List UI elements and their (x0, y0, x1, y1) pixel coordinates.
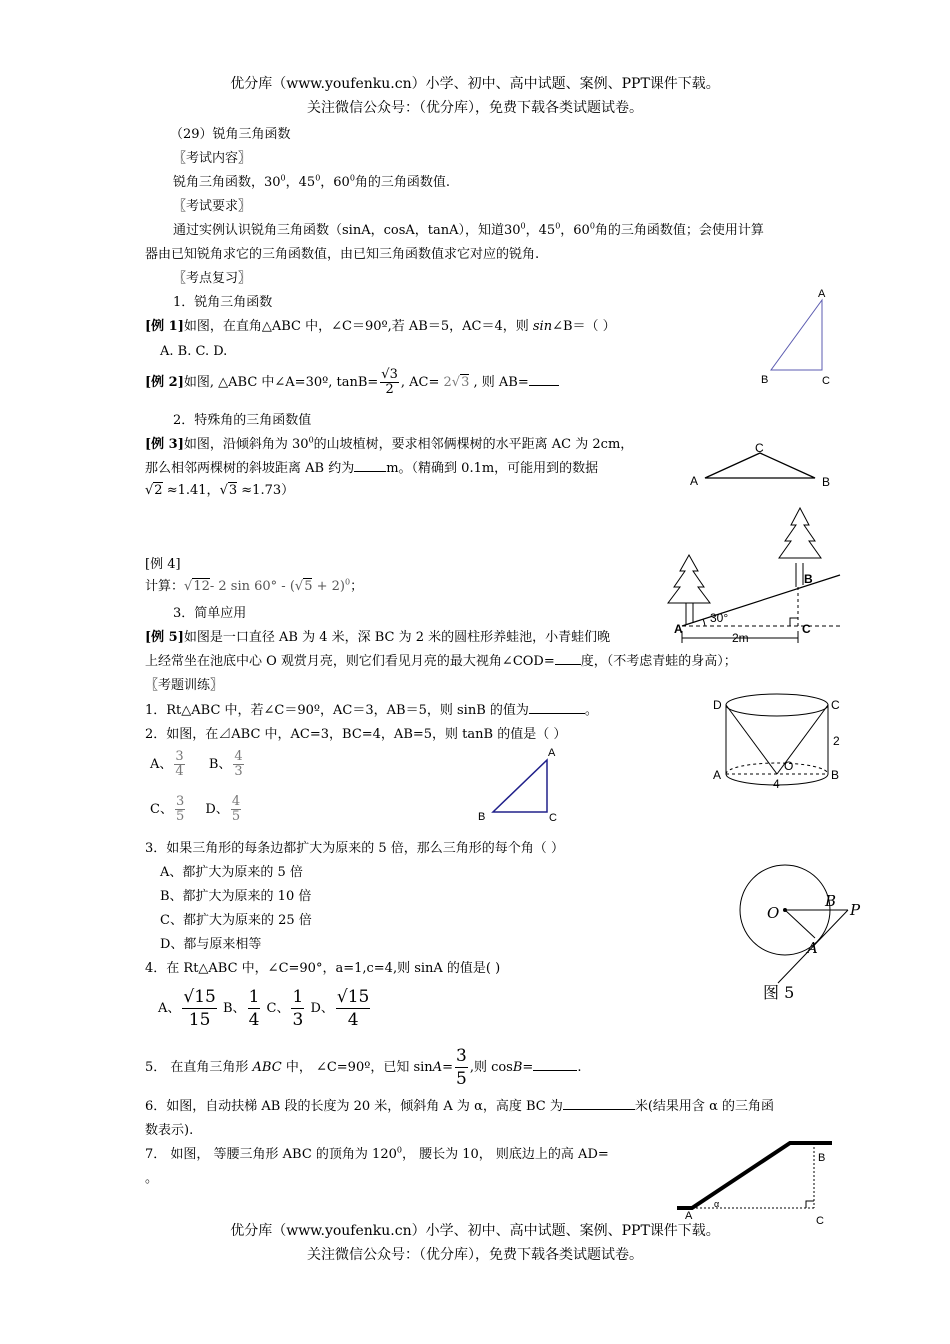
review-heading: 〖考点复习〗 (173, 271, 252, 286)
requirement-heading: 〖考试要求〗 (173, 199, 252, 214)
content-heading: 〖考试内容〗 (173, 151, 252, 166)
label-b: B (831, 768, 840, 782)
label-a: A (807, 939, 818, 957)
header-line-2: 关注微信公众号：（优分库），免费下载各类试题试卷。 (307, 100, 643, 116)
label-c: C (831, 698, 840, 712)
point-3-title: 3．简单应用 (173, 606, 247, 621)
angle-arc (703, 619, 705, 626)
distance-label: 2m (732, 631, 749, 645)
example-4-expression: 计算：√12- 2 $\sin 60^\circ - (√5 + 2)^0$； (145, 577, 364, 594)
escalator-line (677, 1143, 832, 1208)
label-p: P (850, 901, 861, 919)
footer-line-1: 优分库（www.youfenku.cn）小学、初中、高中试题、案例、PPT课件下载。 (230, 1223, 720, 1239)
label-o: O (767, 904, 780, 922)
label-b: B (761, 374, 769, 386)
example-1-choices: A. B. C. D. (160, 344, 228, 359)
figure-caption: 图 5 (763, 983, 795, 1002)
figure-1-triangle (755, 285, 835, 390)
triangle-shape (705, 453, 815, 478)
section-title: （29）锐角三角函数 (170, 127, 291, 142)
question-6-line-2: 数表示). (145, 1123, 194, 1138)
example-2: [例 2]如图, △ABC 中∠A=30º, tanB= $\frac{√3}{2}$ , AC= 2√3 , 则 AB= (145, 362, 559, 404)
example-3-line-2: 那么相邻两棵树的斜坡距离 AB 约为 m。（精确到 0.1m，可能用到的数据 (145, 461, 599, 476)
content-text: 锐角三角函数，$30^0$，$45^0$，$60^0$角的三角函数值. (173, 173, 451, 190)
label-b: B (804, 572, 813, 586)
tree-icon (779, 508, 821, 587)
angle-label: 30° (710, 611, 729, 625)
point-2-title: 2．特殊角的三角函数值 (173, 413, 312, 428)
example-3-line-1: [例 3]如图，沿倾斜角为 $30^0$的山坡植树，要求相邻俩棵树的水平距离 AC 为 2cm， (145, 435, 634, 452)
question-1: 1．Rt△ABC 中，若∠C＝90º，AC＝3，AB＝5，则 sinB 的值为 。 (145, 703, 598, 718)
question-3-choice-c: C、都扩大为原来的 25 倍 (160, 913, 312, 928)
label-b: B (818, 1152, 826, 1164)
right-angle-mark (790, 618, 798, 626)
question-2: 2．如图，在⊿ABC 中，AC=3，BC=4，AB=5，则 tanB 的值是（ ） (145, 727, 567, 742)
angle-label: α (714, 1199, 720, 1209)
figure-3-slope-trees (660, 503, 845, 648)
label-a: A (818, 288, 826, 300)
triangle-shape (493, 760, 547, 812)
slope-line (682, 575, 840, 626)
question-2-choices-ab: A、 $\frac{3}{4}$ B、 $\frac{4}{3}$ (150, 749, 243, 779)
label-d: D (713, 698, 722, 712)
example-1: [例 1]如图，在直角△ABC 中，∠C＝90º,若 AB＝5，AC＝4，则 sin∠B＝（ ） (145, 319, 616, 334)
label-a: A (690, 474, 699, 488)
label-a: A (713, 768, 722, 782)
question-4-choices: A、 $\frac{√15}{15}$ B、 $\frac{1}{4}$ C、 $\frac{1}{3}$ D、 $\frac{√15}{4}$ (158, 987, 370, 1030)
question-7-line-2: 。 (145, 1171, 159, 1186)
width-label: 4 (773, 777, 780, 791)
question-6-line-1: 6．如图，自动扶梯 AB 段的长度为 20 米，倾斜角 A 为 α，高度 BC 为 米(结果用含 α 的三角函 (145, 1099, 774, 1114)
label-b: B (825, 892, 837, 910)
height-label: 2 (833, 734, 840, 748)
footer-line-2: 关注微信公众号：（优分库），免费下载各类试题试卷。 (307, 1247, 643, 1263)
question-3: 3．如果三角形的每条边都扩大为原来的 5 倍，那么三角形的每个角（ ） (145, 841, 564, 856)
example-5-line-2: 上经常坐在池底中心 O 观赏月亮，则它们看见月亮的最大视角∠COD= 度，（不考虑青蛙的身高）； (145, 654, 737, 669)
figure-4-cylinder (712, 690, 842, 792)
point-1-title: 1．锐角三角函数 (173, 295, 273, 310)
label-c: C (802, 622, 811, 636)
tree-icon (668, 555, 710, 625)
training-heading: 〖考题训练〗 (145, 678, 224, 693)
cylinder-bottom-back (726, 763, 828, 774)
example-5-line-1: [例 5]如图是一口直径 AB 为 4 米，深 BC 为 2 米的圆柱形养蛙池，小青蛙们晚 (145, 630, 611, 645)
label-a: A (548, 747, 556, 759)
label-a: A (674, 622, 683, 636)
label-b: B (478, 811, 486, 823)
label-c: C (816, 1215, 824, 1227)
label-c: C (822, 375, 830, 387)
requirement-text-2: 器由已知锐角求它的三角函数值，由已知三角函数值求它对应的锐角. (145, 247, 540, 262)
figure-2-triangle (685, 440, 835, 495)
label-c: C (755, 441, 764, 455)
right-angle-mark (806, 1201, 814, 1208)
example-4-heading: [例 4] (145, 557, 181, 572)
label-o: O (784, 759, 794, 773)
header-line-1: 优分库（www.youfenku.cn）小学、初中、高中试题、案例、PPT课件下载。 (230, 76, 720, 92)
figure-6-circle (733, 855, 868, 1005)
figure-7-escalator (672, 1135, 837, 1230)
question-2-choices-cd: C、 $\frac{3}{5}$ D、 $\frac{4}{5}$ (150, 794, 241, 824)
question-7-line-1: 7． 如图， 等腰三角形 ABC 的顶角为 $120^0$， 腰长为 10， 则底边上的高 AD= (145, 1145, 609, 1162)
question-4: 4．在 Rt△ABC 中，∠C=90°，a=1,c=4,则 sinA 的值是( ) (145, 961, 501, 976)
label-c: C (549, 812, 557, 824)
figure-5-triangle (475, 742, 565, 824)
requirement-text-1: 通过实例认识锐角三角函数（sinA，cosA，tanA），知道$30^0$，$45^0$，$60^0$角的三角函数值；会使用计算 (173, 221, 764, 238)
question-3-choice-a: A、都扩大为原来的 5 倍 (160, 865, 303, 880)
cylinder-top (726, 694, 828, 716)
example-3-line-3: √2 ≈1.41，√3 ≈1.73） (145, 483, 295, 498)
question-3-choice-d: D、都与原来相等 (160, 937, 262, 952)
triangle-shape (771, 300, 822, 370)
label-a: A (685, 1210, 693, 1222)
question-3-choice-b: B、都扩大为原来的 10 倍 (160, 889, 312, 904)
label-b: B (822, 475, 831, 489)
question-5: 5． 在直角三角形 ABC 中， ∠C=90º，已知 sinA= $\frac{3}{5}$ ,则 cosB= . (145, 1046, 582, 1089)
